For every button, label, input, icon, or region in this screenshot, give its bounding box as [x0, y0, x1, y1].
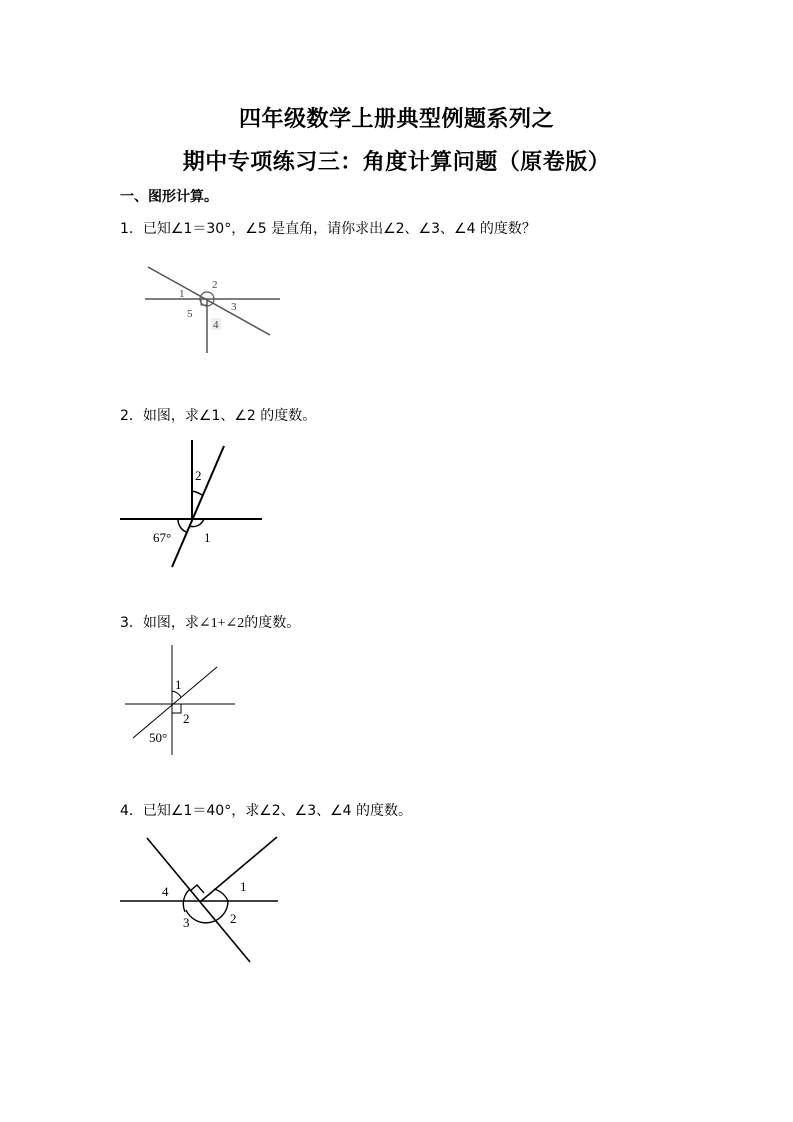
question-2: [120, 405, 316, 425]
figure-question-1: [130, 255, 290, 360]
angle-label-3: 3: [183, 915, 190, 930]
angle-label-3: 3: [231, 301, 237, 313]
angle-label-2: 2: [212, 279, 218, 291]
question-3: [120, 612, 300, 632]
angle-label-2: 2: [195, 468, 202, 483]
figure-question-4: [110, 830, 290, 970]
question-number: 1．: [120, 221, 143, 237]
question-text: 已知∠1＝30°，∠5 是直角，请你求出∠2、∠3、∠4 的度数？: [142, 221, 536, 237]
angle-label-5: 5: [187, 308, 193, 320]
question-number: 2．: [120, 408, 143, 424]
angle-label-2: 2: [230, 911, 237, 926]
question-1: [120, 218, 536, 238]
angle-label-1: 1: [240, 879, 247, 894]
angle-label-67: 67°: [153, 530, 172, 545]
angle-label-1: 1: [179, 288, 185, 300]
angle-label-1: 1: [175, 677, 182, 692]
figure-question-3: [110, 640, 250, 760]
angle-label-1: 1: [204, 530, 211, 545]
question-4: [120, 800, 412, 820]
document-title-line2: 期中专项练习三：角度计算问题（原卷版）: [182, 150, 611, 175]
section-heading: 一、图形计算。: [120, 189, 218, 205]
question-number: 3．: [120, 615, 143, 631]
angle-label-4: 4: [213, 319, 219, 331]
question-text-after: 的度数。: [244, 615, 301, 631]
angle-label-50: 50°: [149, 730, 168, 745]
angle-expression: ∠1+∠2: [198, 616, 245, 631]
angle-label-4: 4: [162, 884, 169, 899]
figure-question-2: [110, 430, 280, 575]
question-number: 4．: [120, 803, 143, 819]
question-text: 已知∠1＝40°，求∠2、∠3、∠4 的度数。: [142, 803, 413, 819]
question-text-before: 如图，求: [142, 615, 199, 631]
document-title-line1: 四年级数学上册典型例题系列之: [238, 107, 554, 132]
question-text: 如图，求∠1、∠2 的度数。: [142, 408, 317, 424]
angle-label-2: 2: [183, 711, 190, 726]
